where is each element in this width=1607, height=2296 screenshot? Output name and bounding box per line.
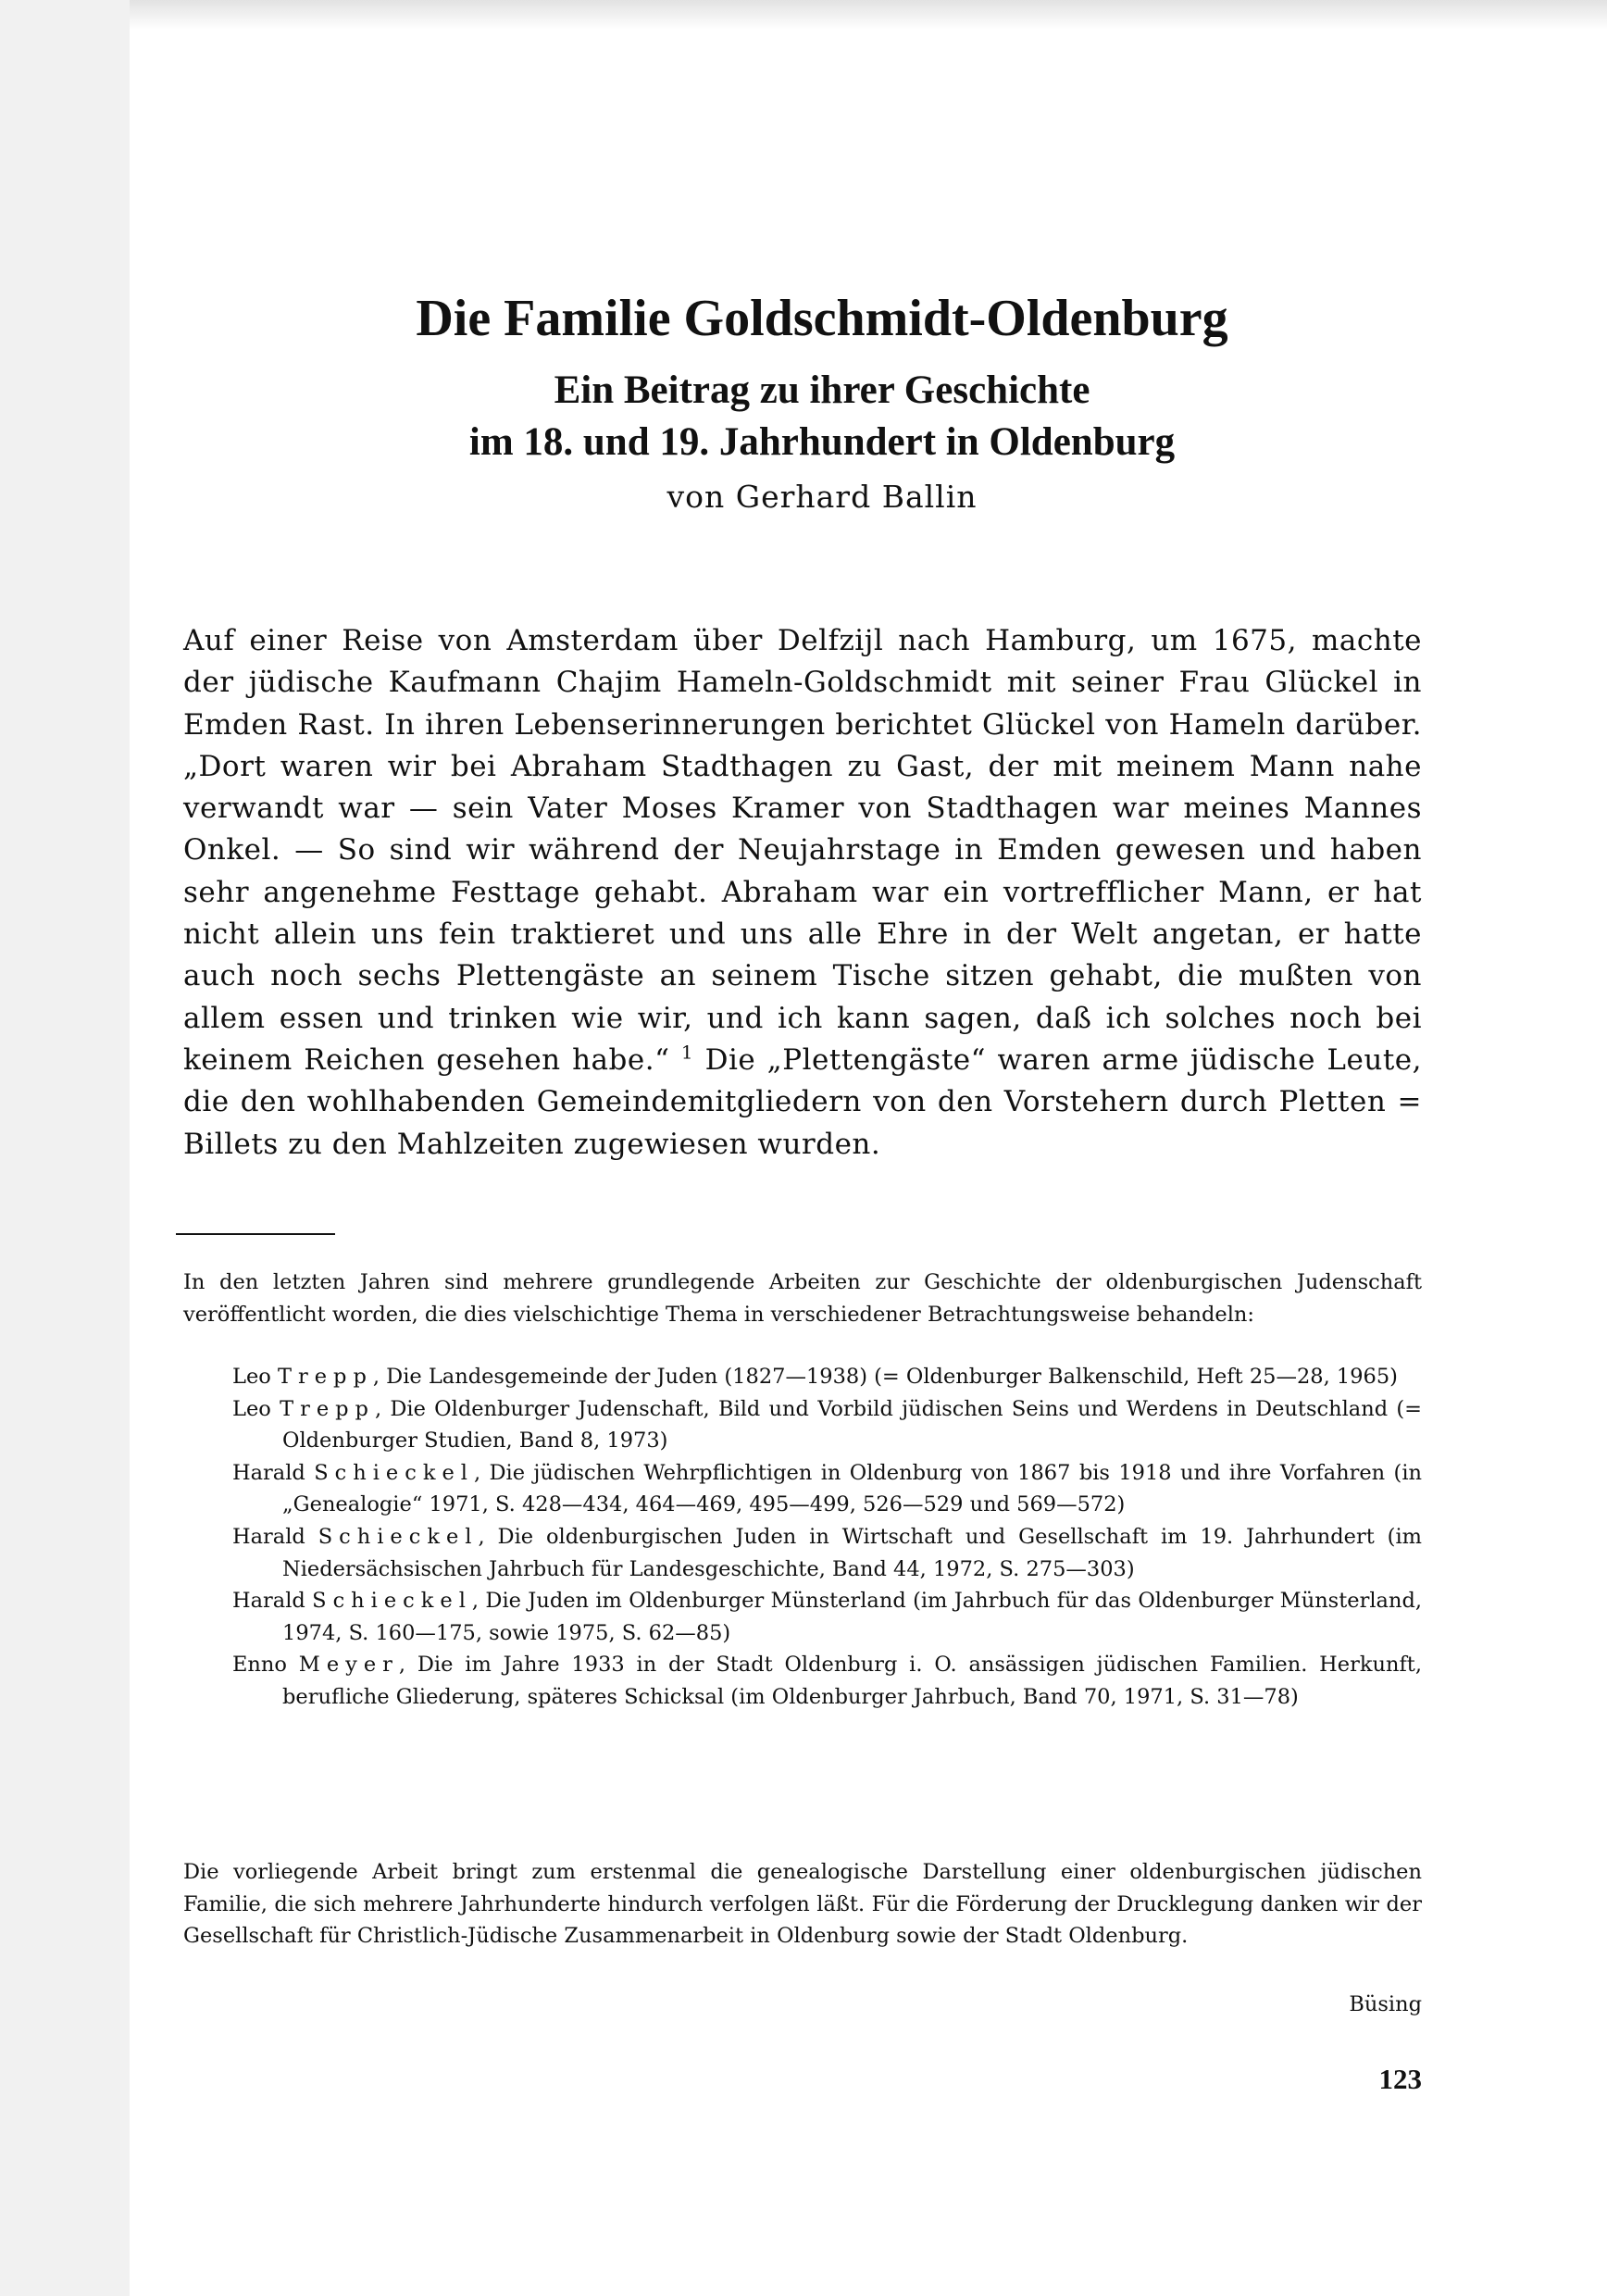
reference-surname: Schieckel: [318, 1524, 479, 1549]
reference-surname: Schieckel: [314, 1460, 474, 1485]
subtitle-line-1: Ein Beitrag zu ihrer Geschichte: [554, 368, 1090, 412]
reference-list: [183, 1361, 1422, 1714]
reference-text: , Die Oldenburger Judenschaft, Bild und Vorbild jüdischen Seins und Werdens in Deutschland (= Oldenburger Studien, Band 8, 1973): [282, 1396, 1422, 1454]
reference-first-name: Harald: [232, 1460, 305, 1485]
article-subtitle: [130, 365, 1514, 468]
reference-item: [183, 1585, 1422, 1649]
reference-first-name: Enno: [232, 1653, 287, 1678]
reference-item: [183, 1649, 1422, 1713]
reference-text: , Die Juden im Oldenburger Münsterland (im Jahrbuch für das Oldenburger Münsterland, 1974, S. 160—175, sowie 1975, S. 62—85): [282, 1589, 1422, 1645]
reference-text: , Die oldenburgischen Juden in Wirtschaft und Gesellschaft im 19. Jahrhundert (im Niedersächsischen Jahrbuch für Landesgeschichte, Band 44, 1972, S. 275—303): [282, 1524, 1422, 1581]
subtitle-line-2: im 18. und 19. Jahrhundert in Oldenburg: [468, 420, 1176, 464]
reference-surname: Meyer: [298, 1653, 399, 1678]
reference-item: [183, 1393, 1422, 1457]
article-author: von Gerhard Ballin: [666, 479, 978, 515]
reference-first-name: Leo: [232, 1365, 271, 1389]
reference-first-name: Harald: [232, 1524, 305, 1549]
reference-first-name: Harald: [232, 1589, 305, 1614]
reference-surname: Trepp: [280, 1396, 375, 1421]
reference-first-name: Leo: [232, 1396, 271, 1421]
reference-item: [183, 1457, 1422, 1521]
reference-text: , Die im Jahre 1933 in der Stadt Oldenburg i. O. ansässigen jüdischen Familien. Herkunft, berufliche Gliederung, späteres Schicksal (im Oldenburger Jahrbuch, Band 70, 1971, S. 31—78): [282, 1653, 1423, 1709]
reference-text: , Die jüdischen Wehrpflichtigen in Oldenburg von 1867 bis 1918 und ihre Vorfahren (in „Genealogie“ 1971, S. 428—434, 464—469, 495—499, 526—529 und 569—572): [282, 1460, 1423, 1517]
body-paragraph: [183, 620, 1422, 1166]
reference-item: [183, 1521, 1422, 1585]
footnote-separator: [176, 1233, 335, 1235]
footnote-intro: In den letzten Jahren sind mehrere grundlegende Arbeiten zur Geschichte der oldenburgischen Judenschaft veröffentlicht worden, die dies vielschichtige Thema in verschiedener Betrachtungsweise behandeln:: [183, 1270, 1422, 1327]
scan-top-edge: [130, 0, 1607, 30]
body-text-quote: Auf einer Reise von Amsterdam über Delfzijl nach Hamburg, um 1675, machte der jüdische Kaufmann Chajim Hameln-Goldschmidt mit seiner Frau Glückel in Emden Rast. In ihren Lebenserinnerungen berichtet Glückel von Hameln darüber. „Dort waren wir bei Abraham Stadthagen zu Gast, der mit meinem Mann nahe verwandt war — sein Vater Moses Kramer von Stadthagen war meines Mannes Onkel. — So sind wir während der Neujahrstage in Emden gewesen und haben sehr angenehme Festtage gehabt. Abraham war ein vortrefflicher Mann, er hat nicht allein uns fein traktieret und uns alle Ehre in der Welt angetan, er hatte auch noch sechs Plettengäste an seinem Tische sitzen gehabt, die mußten von allem essen und trinken wie wir, und ich kann sagen, daß ich solches noch bei keinem Reichen gesehen habe.“: [183, 624, 1422, 1077]
reference-text: , Die Landesgemeinde der Juden (1827—1938) (= Oldenburger Balkenschild, Heft 25—28, 1965): [372, 1365, 1398, 1389]
page-number: 123: [1378, 2063, 1422, 2095]
footnote-signature: Büsing: [1349, 1992, 1422, 2016]
footnote-closing: Die vorliegende Arbeit bringt zum erstenmal die genealogische Darstellung einer oldenburgischen jüdischen Familie, die sich mehrere Jahrhunderte hindurch verfolgen läßt. Für die Förderung der Drucklegung danken wir der Gesellschaft für Christlich-Jüdische Zusammenarbeit in Oldenburg sowie der Stadt Oldenburg.: [183, 1860, 1422, 1948]
reference-surname: Trepp: [277, 1365, 373, 1389]
scan-margin: [0, 0, 130, 2296]
document-page: [130, 0, 1607, 2296]
footnote-marker: 1: [680, 1041, 694, 1064]
article-title: Die Familie Goldschmidt-Oldenburg: [416, 290, 1228, 347]
body-text-explanation: Die „Plettengäste“ waren arme jüdische Leute, die den wohlhabenden Gemeindemitgliedern von den Vorstehern durch Pletten = Billets zu den Mahlzeiten zugewiesen wurden.: [183, 1042, 1422, 1161]
reference-surname: Schieckel: [312, 1589, 472, 1614]
reference-item: [183, 1361, 1422, 1393]
